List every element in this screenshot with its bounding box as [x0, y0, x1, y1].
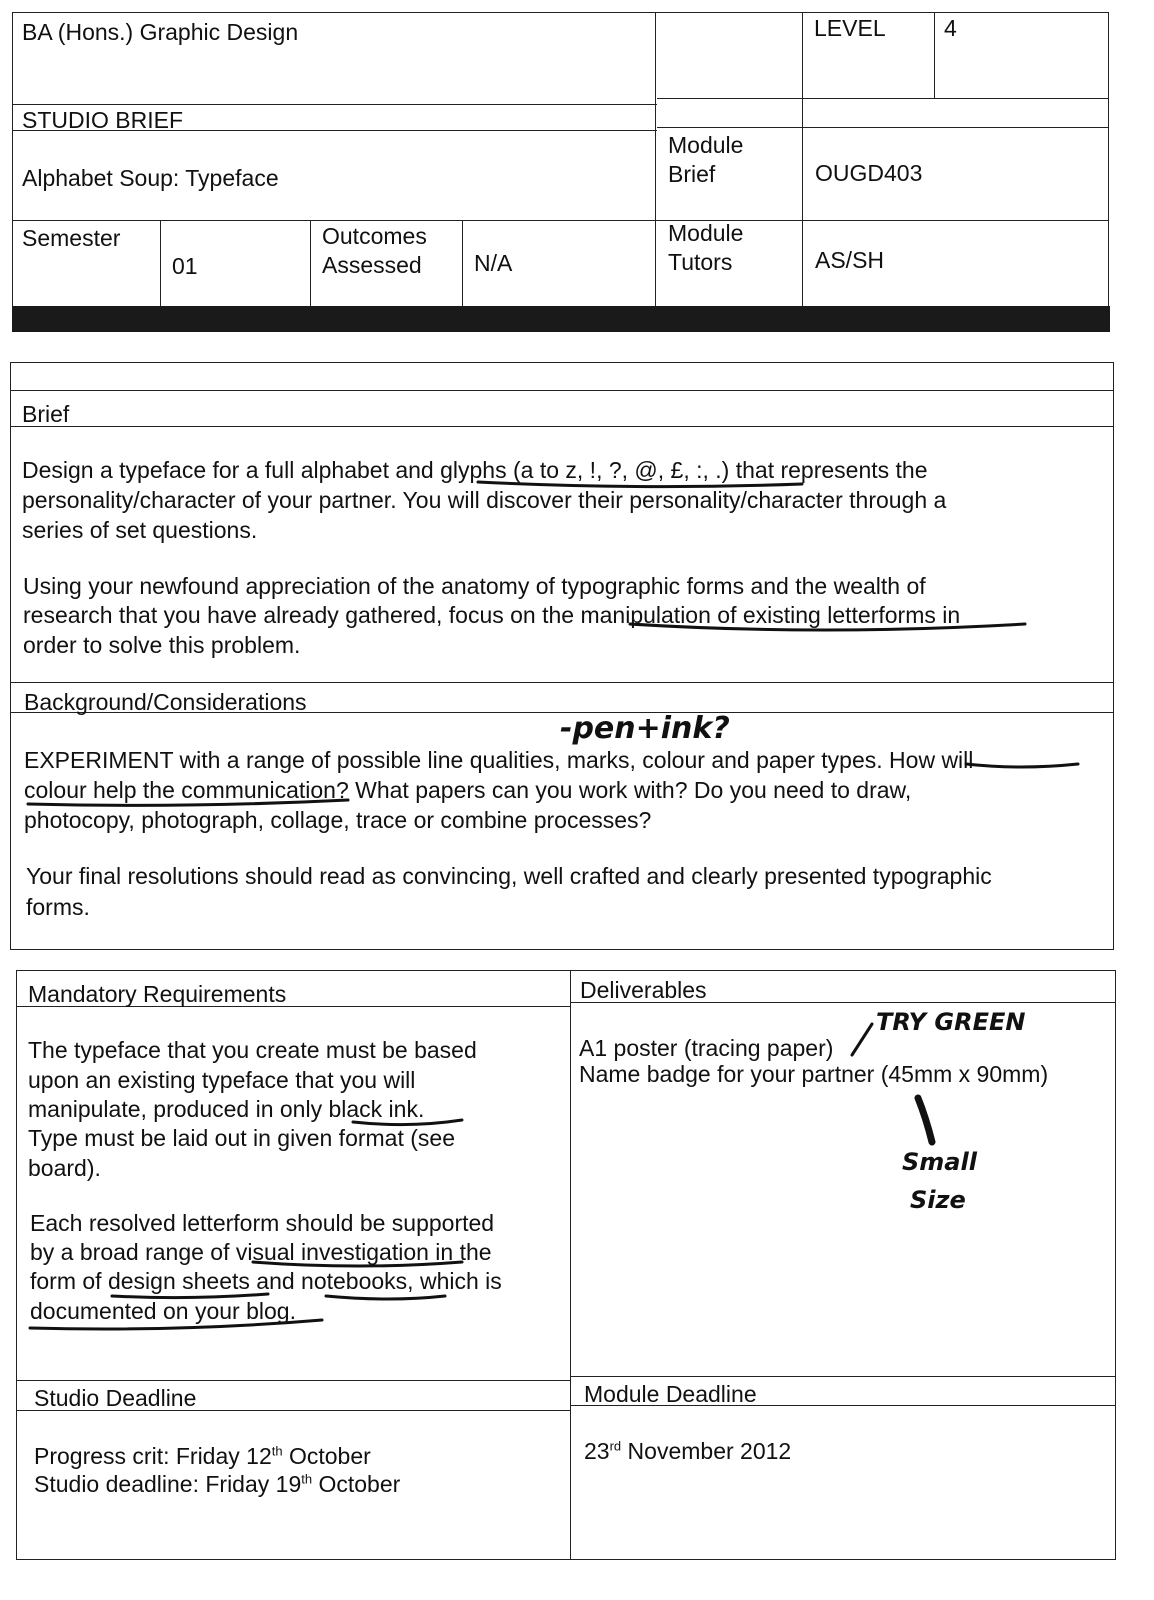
module-deadline-line1-sup: rd [609, 1438, 622, 1454]
background-top-divider [10, 682, 1114, 683]
studio-deadline-line2-prefix: Studio deadline: Friday 19 [34, 1471, 302, 1497]
mandatory-para1-line3: manipulate, produced in only black ink. [28, 1096, 425, 1122]
brief-para1-line2: personality/character of your partner. You will discover their personality/character through a [22, 487, 947, 513]
semester-label: Semester [22, 225, 121, 251]
background-para1-line2: colour help the communication? What papers can you work with? Do you need to draw, [24, 777, 912, 803]
mandatory-label: Mandatory Requirements [28, 981, 287, 1007]
brief-top-divider [10, 390, 1114, 391]
header-col-divider-d [160, 220, 161, 306]
deliverables-line2: Name badge for your partner (45mm x 90mm) [579, 1061, 1049, 1087]
deliverables-line1: A1 poster (tracing paper) [579, 1035, 834, 1061]
mandatory-para2-line4: documented on your blog. [30, 1298, 296, 1324]
header-col-divider-e [310, 220, 311, 306]
header-black-bar [12, 306, 1110, 332]
requirements-col-divider [570, 970, 571, 1560]
mandatory-para1-line4: Type must be laid out in given format (see [28, 1125, 455, 1151]
studio-deadline-line1-prefix: Progress crit: Friday 12 [34, 1443, 272, 1469]
studio-deadline-line2 [34, 1470, 400, 1499]
brief-label-divider [10, 426, 1114, 427]
mandatory-para1-line5: board). [28, 1155, 101, 1181]
module-brief-label-2: Brief [668, 161, 716, 187]
brief-para1-line1: Design a typeface for a full alphabet and glyphs (a to z, !, ?, @, £, :, .) that represents the [22, 457, 928, 483]
header-row-divider-1b [657, 98, 1109, 99]
mandatory-para2-line1: Each resolved letterform should be supported [30, 1210, 495, 1236]
header-row-divider-1 [12, 104, 657, 105]
brief-label: Brief [22, 401, 70, 427]
background-para2-line2: forms. [26, 894, 90, 920]
note-small: Small [902, 1148, 977, 1176]
module-deadline-line1-suffix: November 2012 [621, 1438, 792, 1464]
brief-para2-line2: research that you have already gathered, focus on the manipulation of existing letterforms in [23, 602, 961, 628]
module-code: OUGD403 [815, 160, 923, 186]
mandatory-para2-line3: form of design sheets and notebooks, which is [30, 1268, 502, 1294]
outcomes-label-1: Outcomes [322, 223, 427, 249]
header-col-divider-b [802, 12, 803, 306]
deadline-top-divider [16, 1380, 570, 1381]
module-deadline-line1-prefix: 23 [584, 1438, 610, 1464]
level-label: LEVEL [814, 15, 886, 41]
brief-title: Alphabet Soup: Typeface [22, 165, 279, 191]
brief-para1-line3: series of set questions. [22, 517, 258, 543]
module-tutors-value: AS/SH [815, 247, 885, 273]
studio-deadline-line2-sup: th [301, 1471, 313, 1487]
outcomes-label-2: Assessed [322, 252, 422, 278]
mandatory-para2-line2: by a broad range of visual investigation in the [30, 1239, 492, 1265]
studio-deadline-line1-sup: th [271, 1443, 283, 1459]
deliverables-label: Deliverables [580, 977, 707, 1003]
module-tutors-label-1: Module [668, 220, 744, 246]
studio-deadline-label: Studio Deadline [34, 1385, 197, 1411]
header-row-divider-3 [12, 220, 1109, 221]
header-col-divider-c [934, 12, 935, 98]
background-label: Background/Considerations [24, 689, 307, 715]
semester-value: 01 [172, 253, 198, 279]
brief-para2-line3: order to solve this problem. [23, 632, 301, 658]
studio-brief-label: STUDIO BRIEF [22, 107, 184, 133]
header-col-divider-a [655, 12, 656, 306]
course-title: BA (Hons.) Graphic Design [22, 19, 299, 45]
background-para1-line3: photocopy, photograph, collage, trace or combine processes? [24, 807, 652, 833]
note-pen-ink: -pen+ink? [560, 711, 730, 746]
brief-para2-line1: Using your newfound appreciation of the anatomy of typographic forms and the wealth of [23, 573, 926, 599]
background-para2-line1: Your final resolutions should read as convincing, well crafted and clearly presented typographic [26, 863, 992, 889]
module-deadline-line1 [584, 1437, 791, 1466]
note-try-green: TRY GREEN [876, 1008, 1026, 1036]
level-value: 4 [944, 15, 957, 41]
header-row-divider-2b [657, 127, 1109, 128]
note-size: Size [910, 1186, 966, 1214]
outcomes-value: N/A [474, 250, 513, 276]
mandatory-para1-line1: The typeface that you create must be based [28, 1037, 477, 1063]
studio-deadline-line1 [34, 1442, 371, 1471]
studio-deadline-line1-suffix: October [282, 1443, 371, 1469]
module-deadline-label: Module Deadline [584, 1381, 757, 1407]
studio-deadline-line2-suffix: October [312, 1471, 401, 1497]
header-col-divider-f [462, 220, 463, 306]
mandatory-para1-line2: upon an existing typeface that you will [28, 1067, 416, 1093]
deadline-top-divider-b [570, 1376, 1116, 1377]
module-tutors-label-2: Tutors [668, 249, 733, 275]
background-para1-line1: EXPERIMENT with a range of possible line qualities, marks, colour and paper types. How will [24, 747, 974, 773]
module-brief-label-1: Module [668, 132, 744, 158]
